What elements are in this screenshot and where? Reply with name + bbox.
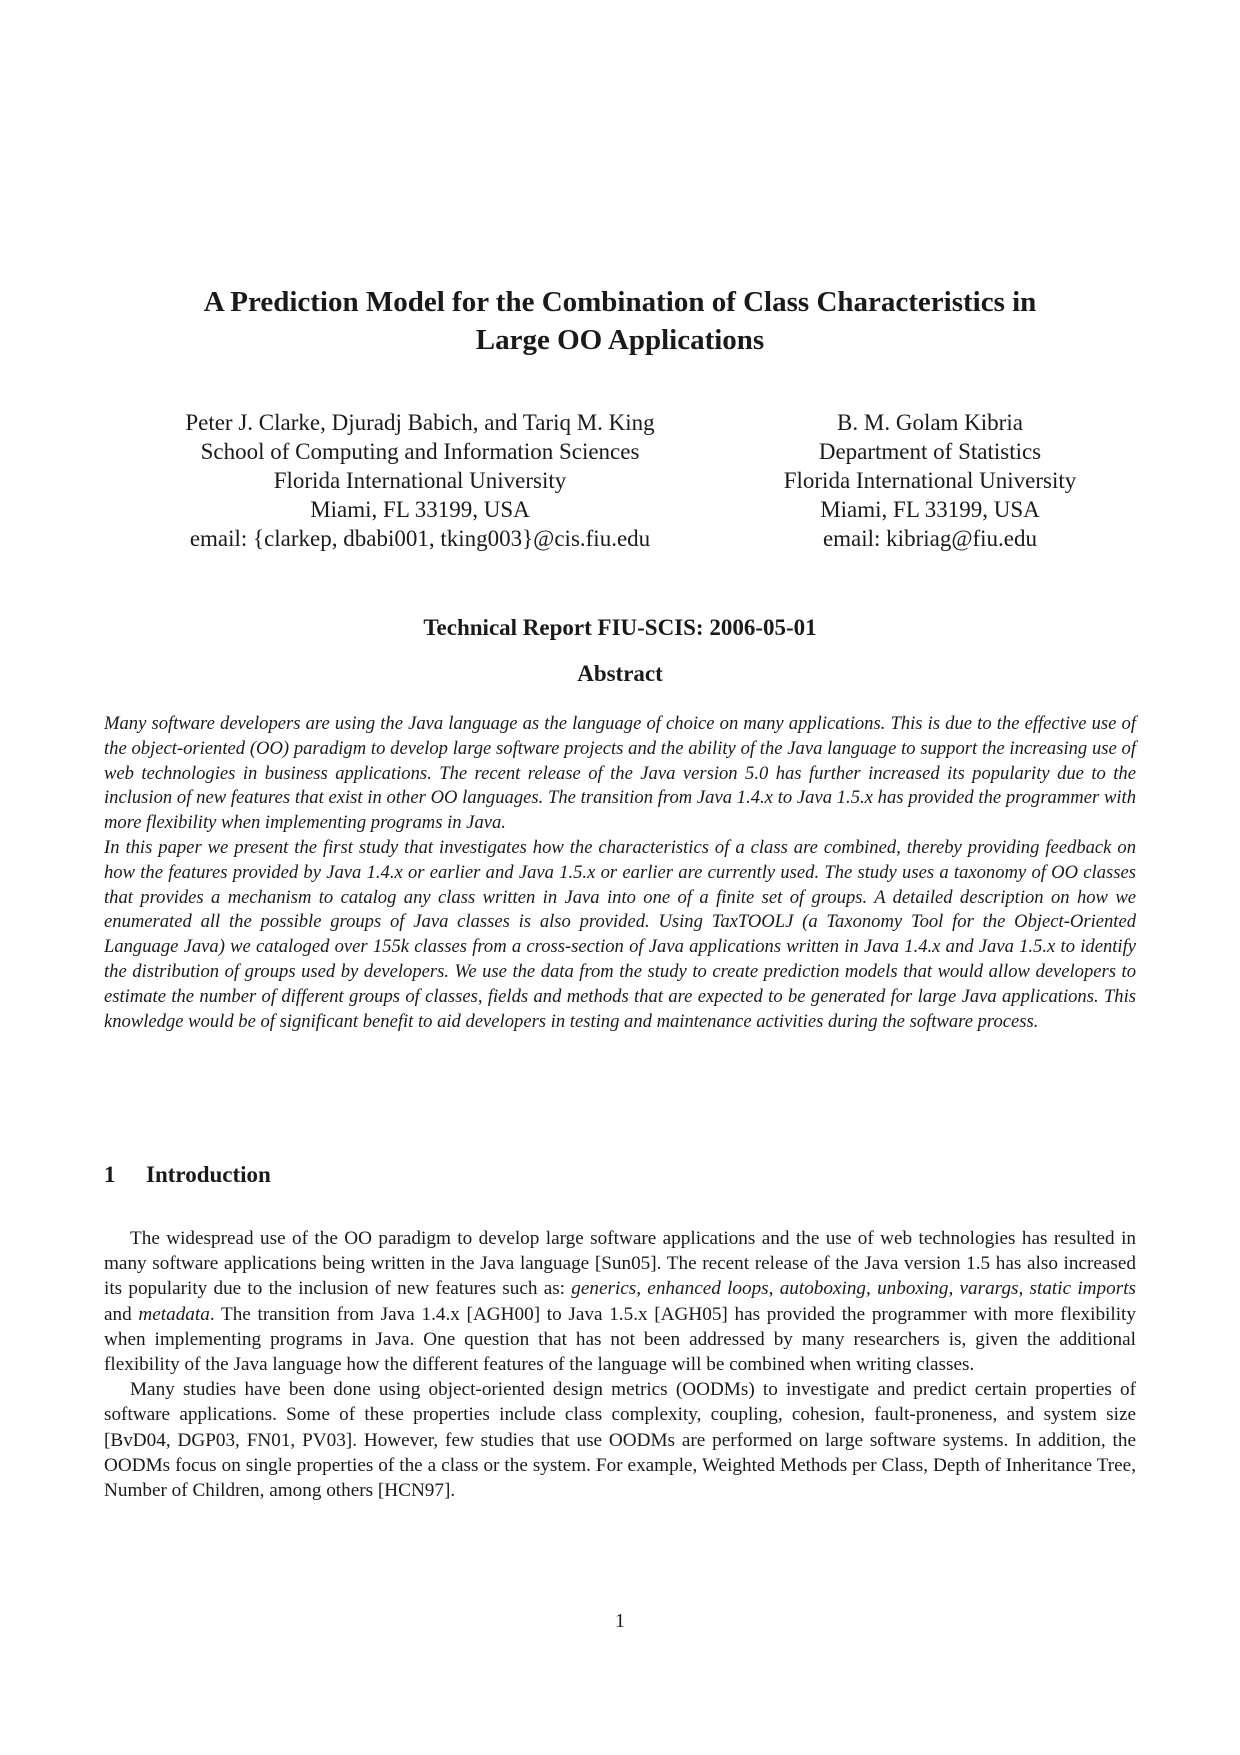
section-heading-introduction <box>104 1160 271 1190</box>
page-number: 1 <box>615 1610 625 1632</box>
author-affiliation-university: Florida International University <box>783 468 1077 493</box>
section-title: Introduction <box>146 1162 271 1187</box>
section-number: 1 <box>104 1162 116 1187</box>
paper-title <box>80 283 1160 359</box>
author-address: Miami, FL 33199, USA <box>310 497 530 522</box>
introduction-body <box>104 1226 1136 1503</box>
italic-feature-list: generics, enhanced loops, autoboxing, unboxing, varargs, static imports <box>571 1278 1136 1300</box>
paragraph-text: . The transition from Java 1.4.x [AGH00] to Java 1.5.x [AGH05] has provided the programmer with more flexibility when implementing programs in Java. One question that has not been addressed by many researchers is, given the additional flexibility of the Java language how the different features of the language will be combined when writing classes. <box>104 1303 1136 1376</box>
paragraph-text: and <box>104 1303 139 1325</box>
technical-report-number: Technical Report FIU-SCIS: 2006-05-01 <box>423 615 817 640</box>
abstract-body <box>104 712 1136 1034</box>
abstract-paragraph-1: Many software developers are using the Java language as the language of choice on many applications. This is due to the effective use of the object-oriented (OO) paradigm to develop large software projects and the ability of the Java language to support the increasing use of web technologies in business applications. The recent release of the Java version 5.0 has further increased its popularity due to the inclusion of new features that exist in other OO languages. The transition from Java 1.4.x to Java 1.5.x has provided the programmer with more flexibility when implementing programs in Java. <box>104 713 1136 834</box>
introduction-paragraph-2: Many studies have been done using object-oriented design metrics (OODMs) to investigate and predict certain properties of software applications. Some of these properties include class complexity, coupling, cohesion, fault-proneness, and system size [BvD04, DGP03, FN01, PV03]. However, few studies that use OODMs are performed on large software systems. In addition, the OODMs focus on single properties of the a class or the system. For example, Weighted Methods per Class, Depth of Inheritance Tree, Number of Children, among others [HCN97]. <box>104 1379 1136 1502</box>
paragraph-text: The widespread use of the OO paradigm to develop large software applications and the use of web technologies has resulted in many software applications being written in the Java language [Sun05]. The recent release of the Java version 1.5 has also increased its popularity due to the inclusion of new features such as: <box>104 1228 1136 1300</box>
author-affiliation-university: Florida International University <box>273 468 567 493</box>
author-names: Peter J. Clarke, Djuradj Babich, and Tariq M. King <box>185 410 655 435</box>
author-name: B. M. Golam Kibria <box>837 410 1023 435</box>
abstract-heading: Abstract <box>577 661 663 686</box>
author-block-right <box>740 408 1120 553</box>
author-affiliation-department: Department of Statistics <box>818 439 1042 464</box>
paper-title-line-2: Large OO Applications <box>475 324 765 356</box>
author-address: Miami, FL 33199, USA <box>820 497 1040 522</box>
author-email: email: kibriag@fiu.edu <box>822 526 1038 551</box>
author-affiliation-school: School of Computing and Information Sciences <box>200 439 640 464</box>
abstract-paragraph-2: In this paper we present the first study that investigates how the characteristics of a class are combined, thereby providing feedback on how the features provided by Java 1.4.x or earlier and Java 1.5.x or earlier are currently used. The study uses a taxonomy of OO classes that provides a mechanism to catalog any class written in Java into one of a finite set of groups. A detailed description on how we enumerated all the possible groups of Java classes is also provided. Using TaxTOOLJ (a Taxonomy Tool for the Object-Oriented Language Java) we cataloged over 155k classes from a cross-section of Java applications written in Java 1.4.x and Java 1.5.x to identify the distribution of groups used by developers. We use the data from the study to create prediction models that would allow developers to estimate the number of different groups of classes, fields and methods that are expected to be generated for large Java applications. This knowledge would be of significant benefit to aid developers in testing and maintenance activities during the software process. <box>104 836 1136 1032</box>
author-block-left <box>130 408 710 553</box>
introduction-paragraph-1 <box>104 1226 1136 1377</box>
italic-metadata: metadata <box>138 1303 210 1325</box>
paper-title-line-1: A Prediction Model for the Combination of Class Characteristics in <box>203 286 1037 318</box>
author-email: email: {clarkep, dbabi001, tking003}@cis.fiu.edu <box>189 526 651 551</box>
